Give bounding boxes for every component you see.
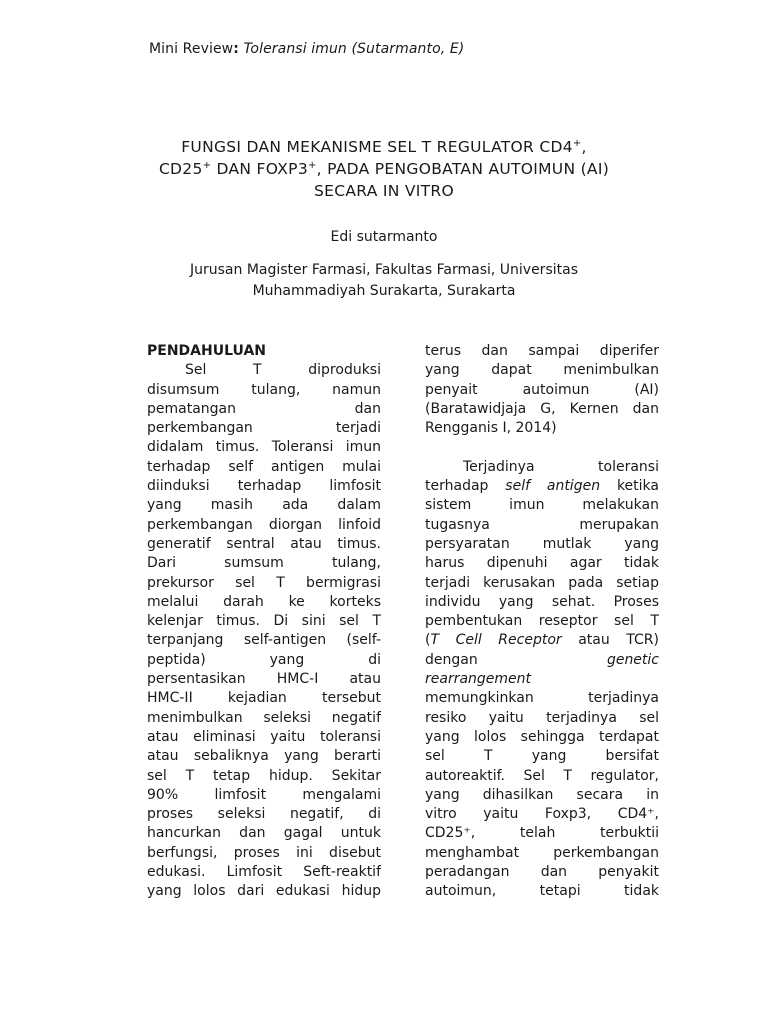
right-column <box>425 342 659 902</box>
title-line-2-c: , PADA PENGOBATAN AUTOIMUN (AI) <box>316 160 610 178</box>
body-text: ( <box>425 632 431 649</box>
title-line-3: SECARA IN VITRO <box>314 182 454 200</box>
paragraph-gap <box>425 438 659 457</box>
body-line: peptida) yang di <box>147 651 381 668</box>
body-line: didalam timus. Toleransi imun <box>147 439 381 456</box>
body-line <box>425 477 659 496</box>
body-line: yang dihasilkan secara in <box>425 786 659 803</box>
running-header-colon: : <box>233 41 239 57</box>
affiliation-line-2: Muhammadiyah Surakarta, Surakarta <box>252 283 516 299</box>
body-line: rearrangement <box>425 671 532 688</box>
body-line: generatif sentral atau timus. <box>147 535 381 552</box>
body-line: disumsum tulang, namun <box>147 381 381 398</box>
body-text: ketika <box>600 478 659 495</box>
body-line: hancurkan dan gagal untuk <box>147 825 381 842</box>
body-line: memungkinkan terjadinya <box>425 690 659 707</box>
body-line: tugasnya merupakan <box>425 516 659 533</box>
body-line: menimbulkan seleksi negatif <box>147 709 381 726</box>
section-heading: PENDAHULUAN <box>147 343 266 359</box>
body-line: persyaratan mutlak yang <box>425 535 659 552</box>
body-line: penyait autoimun (AI) <box>425 381 659 398</box>
body-line: sel T tetap hidup. Sekitar <box>147 767 381 784</box>
body-line: yang dapat menimbulkan <box>425 362 659 379</box>
body-line: proses seleksi negatif, di <box>147 806 381 823</box>
affiliation-line-1: Jurusan Magister Farmasi, Fakultas Farmasi, Universitas <box>190 262 578 278</box>
body-line: individu yang sehat. Proses <box>425 593 659 610</box>
running-header <box>149 41 464 57</box>
body-line: perkembangan terjadi <box>147 420 381 437</box>
title-line-2-b: DAN FOXP3 <box>211 160 308 178</box>
body-line: atau sebaliknya yang berarti <box>147 748 381 765</box>
body-line: menghambat perkembangan <box>425 844 659 861</box>
body-line: peradangan dan penyakit <box>425 864 659 881</box>
body-line: vitro yaitu Foxp3, CD4⁺, <box>425 806 659 823</box>
body-text: dengan <box>425 651 607 668</box>
body-line <box>425 651 659 670</box>
affiliation <box>120 260 648 302</box>
body-line: terhadap self antigen mulai <box>147 458 381 475</box>
title-line-1-text: FUNGSI DAN MEKANISME SEL T REGULATOR CD4 <box>181 138 573 156</box>
body-line: diinduksi terhadap limfosit <box>147 478 381 495</box>
body-line: 90% limfosit mengalami <box>147 786 381 803</box>
author-name: Edi sutarmanto <box>330 229 438 245</box>
body-line: pematangan dan <box>147 400 381 417</box>
body-line: atau eliminasi yaitu toleransi <box>147 728 381 745</box>
body-line: terus dan sampai diperifer <box>425 343 659 359</box>
title-line-2-a: CD25 <box>158 160 203 178</box>
body-line: persentasikan HMC-I atau <box>147 671 381 688</box>
body-line: resiko yaitu terjadinya sel <box>425 709 659 726</box>
italic-term: self antigen <box>505 478 601 495</box>
body-line: berfungsi, proses ini disebut <box>147 844 381 861</box>
title-sup: + <box>307 160 317 171</box>
body-line: edukasi. Limfosit Seft-reaktif <box>147 864 381 881</box>
left-column <box>147 342 381 902</box>
body-text: atau TCR) <box>561 632 659 649</box>
body-line: HMC-II kejadian tersebut <box>147 690 381 707</box>
body-line: Rengganis I, 2014) <box>425 420 557 437</box>
body-line: prekursor sel T bermigrasi <box>147 574 381 591</box>
body-line: Terjadinya toleransi <box>463 458 659 475</box>
italic-term: genetic <box>606 651 659 668</box>
body-line: pembentukan reseptor sel T <box>425 613 659 630</box>
paper-title <box>110 136 658 202</box>
italic-term: T Cell Receptor <box>430 632 562 649</box>
title-line-1 <box>110 136 658 158</box>
body-line: autoreaktif. Sel T regulator, <box>425 767 659 784</box>
body-line: Sel T diproduksi <box>185 362 381 379</box>
title-line-1-tail: , <box>581 138 587 156</box>
body-line: autoimun, tetapi tidak <box>425 883 659 900</box>
body-line: (Baratawidjaja G, Kernen dan <box>425 400 659 417</box>
body-line: yang masih ada dalam <box>147 497 381 514</box>
running-header-label: Mini Review <box>149 41 234 57</box>
title-sup: + <box>202 160 212 171</box>
body-line: terpanjang self-antigen (self- <box>147 632 381 649</box>
body-line: harus dipenuhi agar tidak <box>425 555 659 572</box>
body-line: yang lolos sehingga terdapat <box>425 728 659 745</box>
title-sup: + <box>572 138 582 149</box>
body-line: terjadi kerusakan pada setiap <box>425 574 659 591</box>
body-line: Dari sumsum tulang, <box>147 555 381 572</box>
body-line: perkembangan diorgan linfoid <box>147 516 381 533</box>
body-line: sel T yang bersifat <box>425 748 659 765</box>
body-line <box>425 631 659 650</box>
running-header-title: Toleransi imun (Sutarmanto, E) <box>243 41 465 57</box>
body-line: kelenjar timus. Di sini sel T <box>147 613 381 630</box>
body-line: CD25⁺, telah terbuktii <box>425 825 659 842</box>
body-line: melalui darah ke korteks <box>147 593 381 610</box>
body-line: yang lolos dari edukasi hidup <box>147 883 381 900</box>
body-line: sistem imun melakukan <box>425 497 659 514</box>
body-text: terhadap <box>425 478 506 495</box>
title-line-2 <box>110 158 658 180</box>
